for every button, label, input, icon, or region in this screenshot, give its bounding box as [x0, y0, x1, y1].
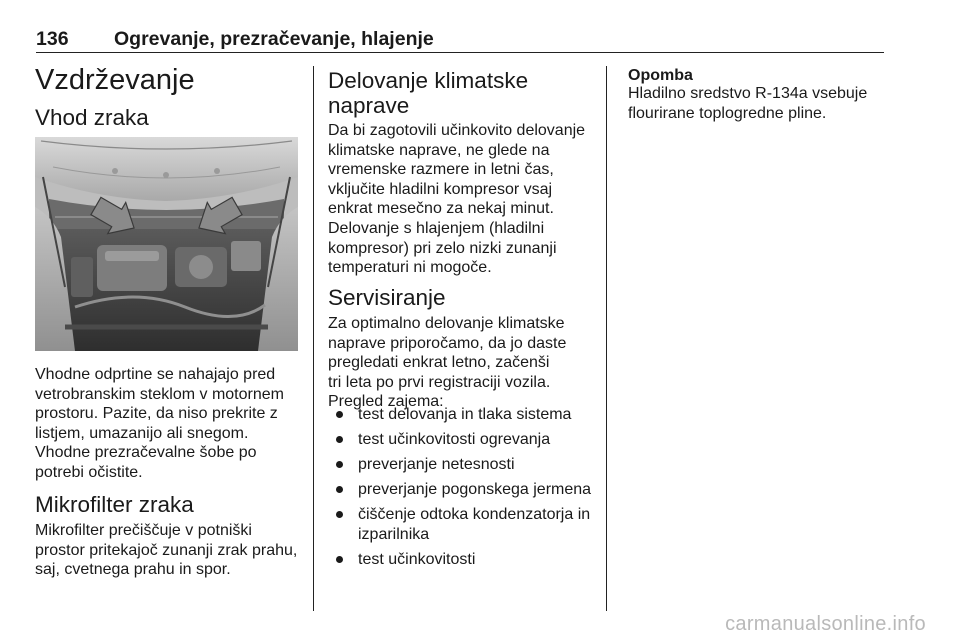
text-line: vetrobranskim steklom v motornem: [35, 385, 284, 403]
chapter-title: Ogrevanje, prezračevanje, hlajenje: [114, 28, 434, 50]
note-paragraph: [628, 84, 867, 123]
list-item-text: test delovanja in tlaka sistema: [358, 406, 572, 423]
engine-bay-photo-icon: [35, 137, 298, 351]
inspection-list: [328, 405, 591, 575]
page-header: [36, 22, 884, 53]
text-line: prostoru. Pazite, da niso prekrite z: [35, 405, 278, 423]
bullet-icon: [336, 556, 343, 563]
text-line: kompresor) pri zelo nizki zunanji: [328, 239, 557, 257]
air-intake-paragraph: [35, 365, 284, 483]
heading-line: naprave: [328, 93, 410, 118]
heading-line: Delovanje klimatske: [328, 68, 529, 93]
watermark: carmanualsonline.info: [725, 613, 926, 635]
text-line: naprave priporočamo, da jo daste: [328, 334, 567, 352]
text-line: temperaturi ni mogoče.: [328, 259, 492, 277]
text-line: Za optimalno delovanje klimatske: [328, 315, 565, 332]
list-item: [328, 550, 591, 570]
heading-ac-operation: [328, 68, 528, 118]
list-item: [328, 405, 591, 425]
bullet-icon: [336, 486, 343, 493]
bullet-icon: [336, 511, 343, 518]
section-title: Vzdrževanje: [35, 64, 195, 96]
list-item-text: test učinkovitosti ogrevanja: [358, 431, 551, 449]
subsection-title-microfilter: Mikrofilter zraka: [35, 492, 194, 517]
list-item-text: izparilnika: [358, 525, 430, 543]
text-line: enkrat mesečno za nekaj minut.: [328, 200, 554, 218]
text-line: vključite hladilni kompresor vsaj: [328, 180, 553, 198]
bullet-icon: [336, 436, 343, 443]
list-item-text: preverjanje netesnosti: [358, 456, 515, 474]
text-line: vremenske razmere in letni čas,: [328, 161, 554, 179]
servicing-paragraph: [328, 314, 566, 412]
subsection-title-air-intake: Vhod zraka: [35, 105, 149, 130]
list-item-text: čiščenje odtoka kondenzatorja in: [358, 506, 591, 524]
list-item: [328, 480, 591, 500]
list-item-text: test učinkovitosti: [358, 551, 476, 569]
text-line: Hladilno sredstvo R-134a vsebuje: [628, 85, 868, 102]
bullet-icon: [336, 461, 343, 468]
text-line: klimatske naprave, ne glede na: [328, 141, 550, 159]
text-line: Vhodne prezračevalne šobe po: [35, 444, 257, 462]
page-number: 136: [36, 28, 69, 50]
list-item-text: preverjanje pogonskega jermena: [358, 481, 592, 499]
note-title: Opomba: [628, 67, 693, 84]
text-line: prostor pritekajoč zunanji zrak prahu,: [35, 541, 298, 559]
text-line: Da bi zagotovili učinkovito delovanje: [328, 122, 586, 139]
list-item: [328, 505, 591, 544]
microfilter-paragraph: [35, 521, 297, 580]
column-divider-1: [313, 66, 314, 611]
heading-servicing: Servisiranje: [328, 285, 446, 310]
text-line: Delovanje s hlajenjem (hladilni: [328, 219, 545, 237]
list-item: [328, 455, 591, 475]
column-divider-2: [606, 66, 607, 611]
text-line: Mikrofilter prečiščuje v potniški: [35, 522, 252, 539]
text-line: Pregled zajema:: [328, 393, 444, 411]
text-line: Vhodne odprtine se nahajajo pred: [35, 366, 276, 383]
text-line: tri leta po prvi registraciji vozila.: [328, 373, 551, 391]
text-line: potrebi očistite.: [35, 463, 143, 481]
ac-operation-paragraph: [328, 121, 585, 278]
text-line: flourirane toplogredne pline.: [628, 104, 827, 122]
text-line: listjem, umazanijo ali snegom.: [35, 424, 249, 442]
bullet-icon: [336, 411, 343, 418]
list-item: [328, 430, 591, 450]
text-line: saj, cvetnega prahu in spor.: [35, 561, 231, 579]
text-line: pregledati enkrat letno, začenši: [328, 354, 550, 372]
